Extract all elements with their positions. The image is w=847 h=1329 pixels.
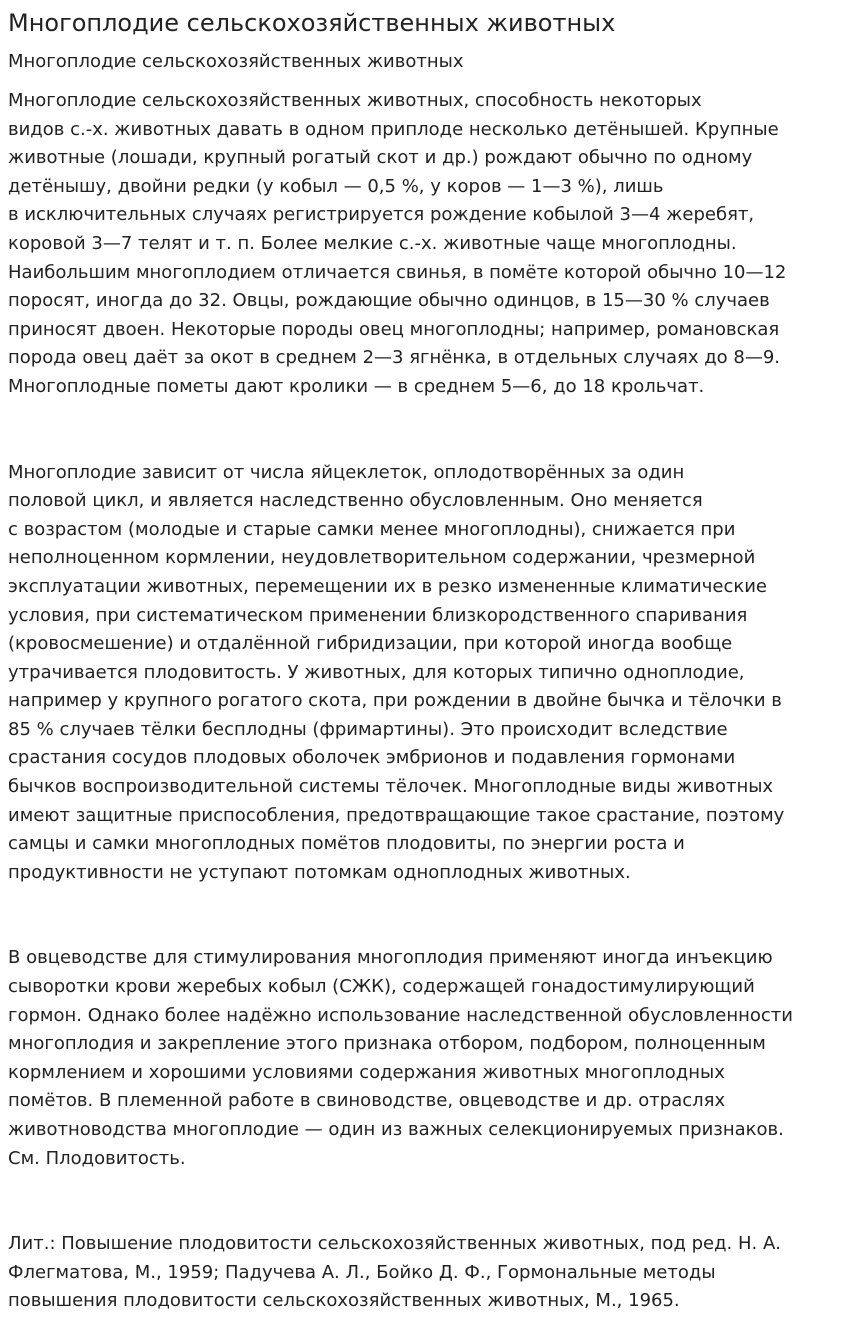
paragraph-line: многоплодия и закрепление этого признака отбором, подбором, полноценным [8, 1033, 766, 1055]
paragraph-line: эксплуатации животных, перемещении их в резко измененные климатические [8, 575, 768, 597]
paragraph-line: Многоплодие сельскохозяйственных животных, способность некоторых [8, 90, 702, 111]
paragraph-line: 85 % случаев тёлки бесплодны (фримартины). Это происходит вследствие [8, 718, 728, 740]
paragraph-line: животноводства многоплодие — один из важных селекционируемых признаков. [8, 1119, 784, 1140]
paragraph-line: сыворотки крови жеребых кобыл (СЖК), содержащей гонадостимулирующий [8, 976, 755, 998]
paragraph-line: самцы и самки многоплодных помётов плодовиты, по энергии роста и [8, 833, 685, 855]
article-body [8, 87, 839, 1316]
paragraph-line: в исключительных случаях регистрируется рождение кобылой 3—4 жеребят, [8, 204, 755, 226]
paragraph-line: Многоплодие зависит от числа яйцеклеток, оплодотворённых за один [8, 461, 685, 483]
paragraph-line: видов с.-х. животных давать в одном приплоде несколько детёнышей. Крупные [8, 118, 779, 140]
paragraph-line: В овцеводстве для стимулирования многоплодия применяют иногда инъекцию [8, 947, 773, 969]
paragraph-line: поросят, иногда до 32. Овцы, рождающие обычно одинцов, в 15—30 % случаев [8, 290, 770, 312]
paragraph-line: неполноценном кормлении, неудовлетворительном содержании, чрезмерной [8, 547, 756, 569]
paragraph-line: Наибольшим многоплодием отличается свинья, в помёте которой обычно 10—12 [8, 261, 787, 283]
article-paragraph [8, 1230, 839, 1316]
paragraph-line: условия, при систематическом применении близкородственного спаривания [8, 604, 748, 626]
paragraph-line: детёнышу, двойни редки (у кобыл — 0,5 %, у коров — 1—3 %), лишь [8, 175, 664, 197]
paragraph-line: См. Плодовитость. [8, 1147, 186, 1169]
page-subtitle: Многоплодие сельскохозяйственных животных [8, 51, 464, 72]
paragraph-line: например у крупного рогатого скота, при рождении в двойне бычка и тёлочки в [8, 690, 782, 712]
paragraph-line: коровой 3—7 телят и т. п. Более мелкие с.-х. животные чаще многоплодны. [8, 232, 737, 254]
article-paragraph [8, 87, 839, 402]
paragraph-line: животные (лошади, крупный рогатый скот и др.) рождают обычно по одному [8, 147, 753, 169]
paragraph-line: повышения плодовитости сельскохозяйственных животных, М., 1965. [8, 1290, 680, 1312]
paragraph-line: половой цикл, и является наследственно обусловленным. Оно меняется [8, 490, 703, 512]
paragraph-line: продуктивности не уступают потомкам одноплодных животных. [8, 861, 631, 883]
paragraph-line: Лит.: Повышение плодовитости сельскохозяйственных животных, под ред. Н. А. [8, 1233, 782, 1255]
paragraph-line: бычков воспроизводительной системы тёлочек. Многоплодные виды животных [8, 776, 774, 798]
paragraph-line: кормлением и хорошими условиями содержания животных многоплодных [8, 1061, 725, 1083]
paragraph-line: с возрастом (молодые и старые самки менее многоплодны), снижается при [8, 518, 736, 540]
article-paragraph [8, 459, 839, 888]
paragraph-line: гормон. Однако более надёжно использование наследственной обусловленности [8, 1004, 793, 1026]
paragraph-line: (кровосмешение) и отдалённой гибридизации, при которой иногда вообще [8, 633, 733, 655]
paragraph-line: срастания сосудов плодовых оболочек эмбрионов и подавления гормонами [8, 747, 736, 769]
paragraph-line: Многоплодные пометы дают кролики — в среднем 5—6, до 18 крольчат. [8, 375, 705, 397]
article-paragraph [8, 944, 839, 1173]
paragraph-line: помётов. В племенной работе в свиноводстве, овцеводстве и др. отраслях [8, 1090, 726, 1112]
paragraph-line: приносят двоен. Некоторые породы овец многоплодны; например, романовская [8, 318, 780, 340]
paragraph-line: имеют защитные приспособления, предотвращающие такое срастание, поэтому [8, 804, 785, 826]
paragraph-line: Флегматова, М., 1959; Падучева А. Л., Бойко Д. Ф., Гормональные методы [8, 1261, 716, 1283]
paragraph-line: утрачивается плодовитость. У животных, для которых типично одноплодие, [8, 661, 745, 683]
paragraph-line: порода овец даёт за окот в среднем 2—3 ягнёнка, в отдельных случаях до 8—9. [8, 347, 780, 369]
page-title: Многоплодие сельскохозяйственных животных [8, 9, 616, 37]
